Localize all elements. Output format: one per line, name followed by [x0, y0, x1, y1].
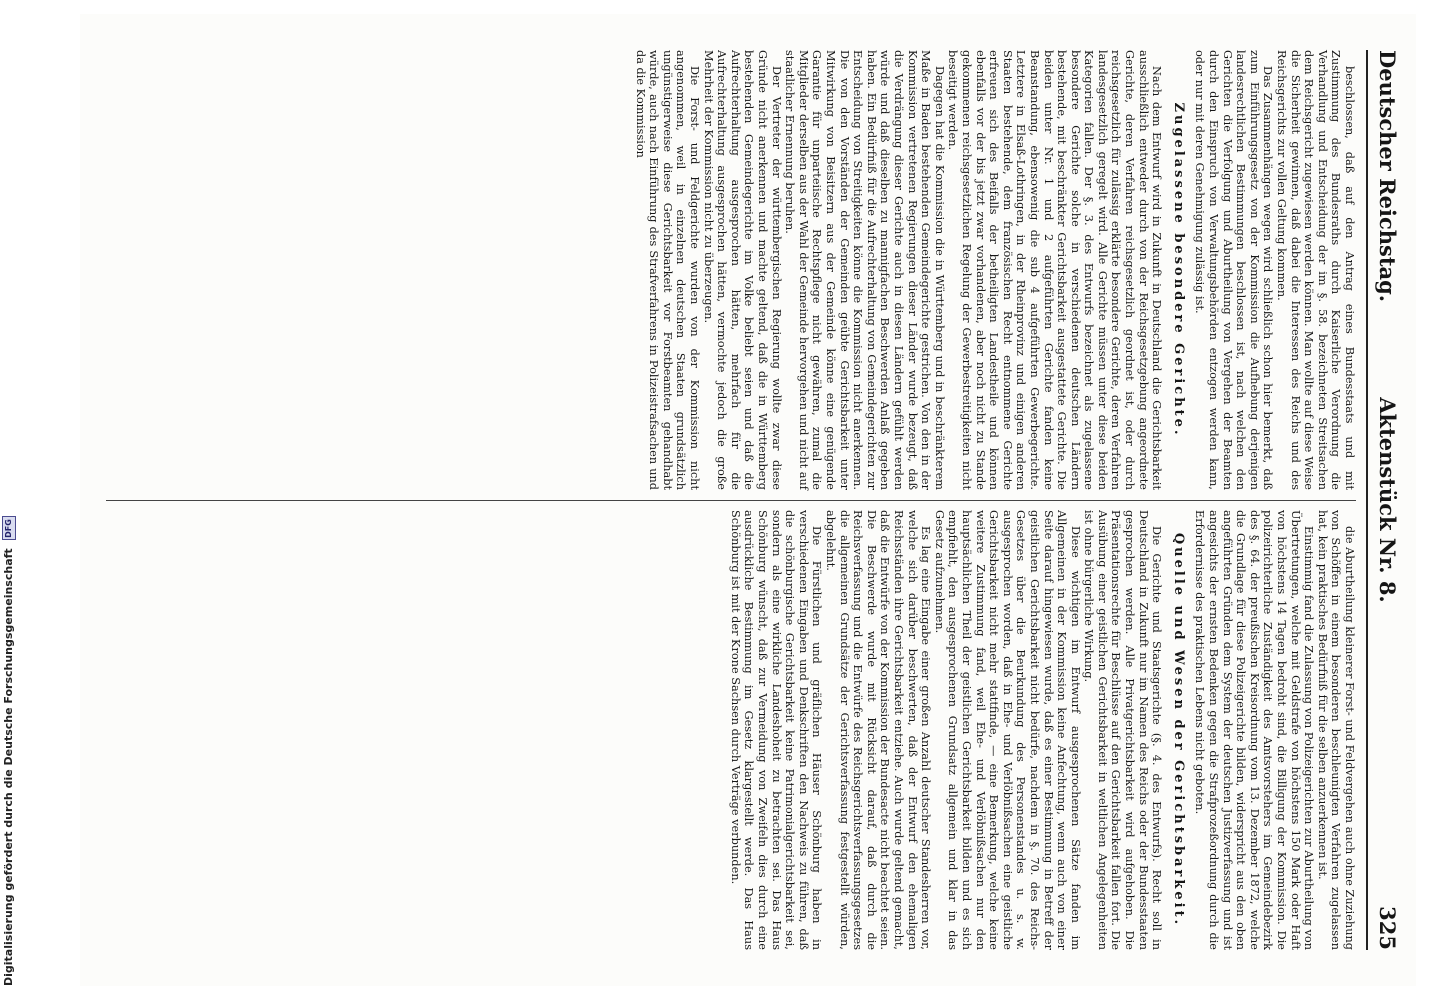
section-heading: Zugelassene besondere Gerichte.	[1170, 102, 1186, 438]
document-page	[80, 14, 1416, 986]
running-title: Deutscher Reichstag.	[1375, 50, 1400, 303]
paragraph: Nach dem Entwurf wird in Zukunft in Deutschland die Gerichtsbarkeit ausschließlich entweder durch von der Reichsgesetzgebung angeordnete Gerichte, deren Verfahren reichsgesetzlich geordnet ist, oder durch reichsgesetzlich für zulässig erklärte besondere Gerichte, deren Verfahren landesgesetzlich geregelt wird. Alle Gerichte müssen unter diese beiden Kategorien fallen. Der §. 3. des Entwurfs bezeichnet als zugelassene besondere Gerichte solche in verschiedenen deutschen Ländern bestehende, mit beschränkter Gerichtsbarkeit ausgestattete Gerichte. Die beiden unter Nr. 1 und 2 aufgeführten Gerichte fanden keine Beanstandung, ebensowenig die sub 4 aufgeführten Gewerbegerichte. Letztere in Elsaß-Lothringen, in der Rheinprovinz und einigen anderen Staaten bestehende, dem französischen Recht entnommene Gerichte erfreuen sich des Beifalls der betheiligten Landestheile und können ebenfalls vor der bis jetzt zwar vorhandenen, aber noch nicht zu Stande gekommenen reichsgesetzlichen Regelung der Gewerbestreitigkeiten nicht beseitigt werden.	[946, 50, 1164, 490]
paragraph: die Aburtheilung kleinerer Forst- und Feldvergehen auch ohne Zuziehung von Schöffen in einem besonderen beschleunigten Verfahren zugelassen hat, kein praktisches Bedürfniß für die selben anzuerkennen ist.	[1315, 510, 1356, 950]
paragraph: Diese wichtigen im Entwurf ausgesprochenen Sätze fanden im Allgemeinen in der Kommission keine Anfechtung, wenn auch von einer Seite darauf hingewiesen wurde, daß es einer Bestimmung in Betreff der geistlichen Gerichtsbarkeit nicht bedürfe, nachdem in §. 70. des Reichs-Gesetzes über die Beurkundung des Personenstandes u. s. w. ausgesprochen worden, daß in Ehe- und Verlöbnißsachen eine geistliche Gerichtsbarkeit nicht mehr stattfinde, — eine Bemerkung, welche keine weitere Zustimmung fand, weil Ehe- und Verlöbnißsachen nur den hauptsächlichen Theil der geistlichen Gerichtsbarkeit bilden und es sich empfiehlt, den ausgesprochenen Grundsatz allgemein und klar in das Gesetz aufzunehmen.	[932, 510, 1082, 950]
paragraph: Der Vertreter der württembergischen Regierung wollte zwar diese Gründe nicht anerkennen und machte geltend, daß die in Württemberg bestehenden Gemeindegerichte im Volke beliebt seien und daß die Aufrechterhaltung ausgesprochen hätten, mehrfach für die Aufrechterhaltung ausgesprochen hätten, vermochte jedoch die große Mehrheit der Kommission nicht zu überzeugen.	[701, 50, 783, 490]
paragraph: beschlossen, daß auf den Antrag eines Bundesstaats und mit Zustimmung des Bundesraths durch Kaiserliche Verordnung die Verhandlung und Entscheidung der im §. 58. bezeichneten Streitsachen dem Reichsgericht zugewiesen werden können. Man wollte auf diese Weise die Sicherheit gewinnen, daß dabei die Interessen des Reichs und des Reichsgerichts zur vollen Geltung kommen.	[1275, 50, 1356, 490]
page-header	[1366, 50, 1402, 950]
paragraph: Die Gerichte und Staatsgerichte (§. 4. des Entwurfs). Recht soll in Deutschland in Zukunft nur im Namen des Reichs oder der Bundesstaaten gesprochen werden. Alle Privatgerichtsbarkeit wird aufgehoben. Die Präsentationsrechte für Beschlüsse auf den Gerichtsbarkeit fallen fort. Die Ausübung einer geistlichen Gerichtsbarkeit in weltlichen Angelegenheiten ist ohne bürgerliche Wirkung.	[1082, 510, 1164, 950]
paragraph: Das Zusammenhängen wegen wird schließlich schon hier bemerkt, daß zum Einführungsgesetz von der Kommission die Aufhebung derjenigen landesrechtlichen Bestimmungen beschlossen ist, nach welchen den Gerichten die Verfolgung und Aburtheilung von Vergehen der Beamten durch den Einspruch von Verwaltungsbehörden entzogen werden kann, oder nur mit deren Genehmigung zulässig ist.	[1193, 50, 1275, 490]
digitization-credit	[2, 519, 20, 986]
dfg-logo-icon: DFG	[2, 516, 16, 540]
paragraph: Einstimmig fand die Zulassung von Polizeigerichten zur Aburtheilung von Übertretungen, welche mit Geldstrafe von höchstens 150 Mark oder Haft von höchstens 14 Tagen bedroht sind, die Billigung der Kommission. Die polizeirichterliche Zuständigkeit des Amtsvorstehers im Gemeindebezirk des §. 64. der preußischen Kreisordnung vom 13. Dezember 1872, welche die Grundlage für diese Polizeigerichte bilden, widerspricht aus den oben angeführten Gründen dem System der deutschen Justizverfassung und ist angesichts der ernsten Bedenken gegen die Strafprozeßordnung durch die Erfordernisse des praktischen Lebens nicht geboten.	[1193, 510, 1316, 950]
credit-text: Digitalisierung gefördert durch die Deutsche Forschungsgemeinschaft	[2, 548, 15, 986]
paragraph: Die Fürstlichen und gräflichen Häuser Schönburg haben in verschiedenen Eingaben und Denkschriften den Nachweis zu führen, daß die schönburgische Gerichtsbarkeit keine Patrimonialgerichtsbarkeit sei, sondern als eine wirkliche Landeshoheit zu betrachten sei. Das Haus Schönburg wünscht, daß zur Vermeidung von Zweifeln dies durch eine ausdrückliche Bestimmung im Gesetz klargestellt werde. Das Haus Schönburg ist mit der Krone Sachsen durch Verträge verbunden.	[728, 510, 824, 950]
right-column	[728, 510, 1356, 950]
paragraph: Die Forst- und Feldgerichte wurden von der Kommission nicht angenommen, weil in einzelnen deutschen Staaten grundsätzlich ungünstigerweise diese Gerichtsbarkeit vor Forstbeamten gehandhabt würde, auch nach Einführung des Strafverfahrens in Polizeistrafsachen und da die Kommission	[633, 50, 702, 490]
column-divider	[106, 500, 1356, 501]
section-heading: Quelle und Wesen der Gerichtsbarkeit.	[1170, 532, 1186, 928]
paragraph: Es lag eine Eingabe einer großen Anzahl deutscher Standesherren vor, welche sich darüber beschwerten, daß der Entwurf den ehemaligen Reichsständen ihre Gerichtsbarkeit entziehe. Auch wurde geltend gemacht, daß die Entwürfe von der Kommission der Bundesacte nicht beachtet seien. Die Beschwerde wurde mit Rücksicht darauf, daß durch die Reichsverfassung und die Entwürfe des Reichsgerichtsverfassungsgesetzes die allgemeinen Grundsätze der Gerichtsverfassung festgestellt würden, abgelehnt.	[824, 510, 933, 950]
document-number: Aktenstück Nr. 8.	[1375, 397, 1400, 603]
paragraph: Dagegen hat die Kommission die in Württemberg und in beschränkterem Maße in Baden bestehenden Gemeindegerichte gestrichen. Von den in der Kommission vertretenen Regierungen dieser Länder wurde bezeugt, daß die Verdrängung dieser Gerichte auch in diesen Ländern gefühlt werden würde und daß dieselben zu mannigfachen Beschwerden Anlaß gegeben haben. Ein Bedürfniß für die Aufrechterhaltung von Gemeindegerichten zur Entscheidung von Streitigkeiten könne die Kommission nicht anerkennen. Die von den Vorständen der Gemeinden geübte Gerichtsbarkeit unter Mitwirkung von Beisitzern aus der Gemeinde könne eine genügende Garantie für unparteiische Rechtspflege nicht gewähren, zumal die Mitglieder derselben aus der Wahl der Gemeinde hervorgehen und nicht auf staatlicher Ernennung beruhen.	[783, 50, 946, 490]
page-number: 325	[1375, 906, 1400, 950]
left-column	[633, 50, 1356, 490]
